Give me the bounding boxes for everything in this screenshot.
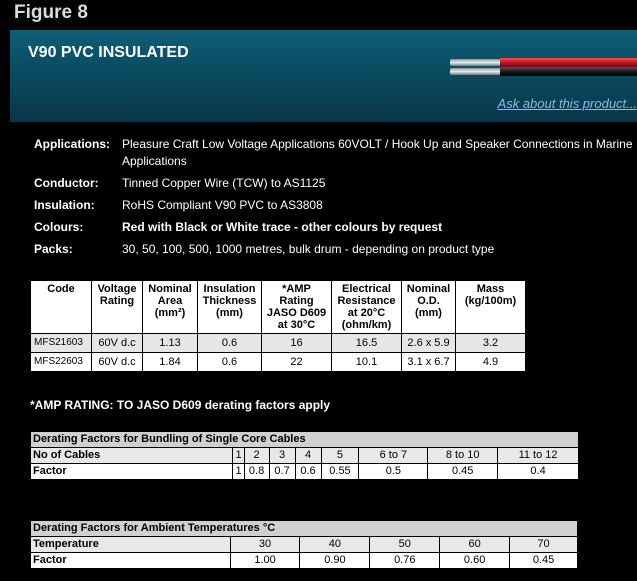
table-cell: 0.6 <box>295 464 321 480</box>
table-cell: 4 <box>295 448 321 464</box>
figure-title: Figure 8 <box>14 2 88 23</box>
table-cell: 3.1 x 6.7 <box>402 353 456 372</box>
table-cell: 1 <box>233 448 244 464</box>
column-header: Code <box>31 281 92 334</box>
table-cell: 10.1 <box>332 353 402 372</box>
table-cell: 0.4 <box>498 464 579 480</box>
spec-value: 30, 50, 100, 500, 1000 metres, bulk drum - depending on product type <box>122 242 495 256</box>
spec-list <box>34 136 634 263</box>
spec-row-applications <box>34 136 634 170</box>
spec-row-conductor <box>34 175 634 192</box>
table-cell: 0.45 <box>510 553 578 569</box>
table-row <box>31 537 578 553</box>
table-cell: 3.2 <box>456 334 526 353</box>
table-cell: 60 <box>440 537 510 553</box>
table-cell: 22 <box>262 353 332 372</box>
spec-value: Tinned Copper Wire (TCW) to AS1125 <box>122 176 326 190</box>
table-cell: 8 to 10 <box>428 448 498 464</box>
column-header: Insulation Thickness (mm) <box>198 281 262 334</box>
table-cell: 2.6 x 5.9 <box>402 334 456 353</box>
column-header: Mass (kg/100m) <box>456 281 526 334</box>
spec-row-colours <box>34 219 634 236</box>
spec-row-insulation <box>34 197 634 214</box>
table-cell: 1 <box>233 464 244 480</box>
table-title: Derating Factors for Ambient Temperatures °C <box>31 521 578 537</box>
column-header: Electrical Resistance at 20°C (ohm/km) <box>332 281 402 334</box>
spec-label: Packs: <box>34 242 73 256</box>
table-cell: 0.6 <box>198 334 262 353</box>
column-header: *AMP Rating JASO D609 at 30°C <box>262 281 332 334</box>
table-cell: 2 <box>244 448 269 464</box>
table-row <box>31 448 579 464</box>
table-title-row <box>31 521 578 537</box>
table-cell: 40 <box>300 537 370 553</box>
bundling-derating-table <box>30 431 579 480</box>
table-row <box>31 553 578 569</box>
table-cell: 70 <box>510 537 578 553</box>
amp-rating-note: *AMP RATING: TO JASO D609 derating factors apply <box>30 398 331 412</box>
table-cell: 0.7 <box>269 464 295 480</box>
table-cell: 3 <box>269 448 295 464</box>
row-label: Factor <box>31 553 231 569</box>
table-cell: 60V d.c <box>92 353 143 372</box>
table-cell: 6 to 7 <box>359 448 428 464</box>
spec-label: Conductor: <box>34 176 99 190</box>
table-cell: 0.45 <box>428 464 498 480</box>
spec-label: Insulation: <box>34 198 95 212</box>
table-cell: 60V d.c <box>92 334 143 353</box>
row-label: Temperature <box>31 537 231 553</box>
product-banner <box>10 30 637 122</box>
table-cell: 1.84 <box>143 353 198 372</box>
column-header: Voltage Rating <box>92 281 143 334</box>
spec-value: Red with Black or White trace - other colours by request <box>122 220 443 234</box>
table-row <box>31 353 526 372</box>
temperature-derating-table <box>30 520 578 569</box>
table-cell: 0.90 <box>300 553 370 569</box>
table-cell: 16 <box>262 334 332 353</box>
table-cell: 16.5 <box>332 334 402 353</box>
cable-image <box>450 56 637 78</box>
table-cell: 0.6 <box>198 353 262 372</box>
spec-label: Colours: <box>34 220 84 234</box>
table-title-row <box>31 432 579 448</box>
table-cell: 1.13 <box>143 334 198 353</box>
table-cell: 0.8 <box>244 464 269 480</box>
table-cell: 1.00 <box>230 553 300 569</box>
table-cell: 50 <box>370 537 440 553</box>
table-cell: 0.76 <box>370 553 440 569</box>
column-header: Nominal O.D. (mm) <box>402 281 456 334</box>
table-cell: MFS22603 <box>31 353 92 372</box>
table-row <box>31 464 579 480</box>
table-cell: MFS21603 <box>31 334 92 353</box>
table-cell: 0.60 <box>440 553 510 569</box>
table-header-row <box>31 281 526 334</box>
table-cell: 30 <box>230 537 300 553</box>
table-cell: 4.9 <box>456 353 526 372</box>
ask-about-product-link[interactable]: Ask about this product... <box>497 96 637 111</box>
column-header: Nominal Area (mm²) <box>143 281 198 334</box>
table-cell: 0.55 <box>321 464 359 480</box>
spec-label: Applications: <box>34 137 111 151</box>
table-title: Derating Factors for Bundling of Single Core Cables <box>31 432 579 448</box>
spec-value: RoHS Compliant V90 PVC to AS3808 <box>122 198 323 212</box>
row-label: Factor <box>31 464 233 480</box>
table-cell: 5 <box>321 448 359 464</box>
table-cell: 11 to 12 <box>498 448 579 464</box>
product-title: V90 PVC INSULATED <box>28 44 189 61</box>
spec-row-packs <box>34 241 634 258</box>
spec-value: Pleasure Craft Low Voltage Applications 60VOLT / Hook Up and Speaker Connections in Marine Applications <box>122 137 633 168</box>
table-cell: 0.5 <box>359 464 428 480</box>
row-label: No of Cables <box>31 448 233 464</box>
product-specs-table <box>30 280 526 372</box>
table-row <box>31 334 526 353</box>
